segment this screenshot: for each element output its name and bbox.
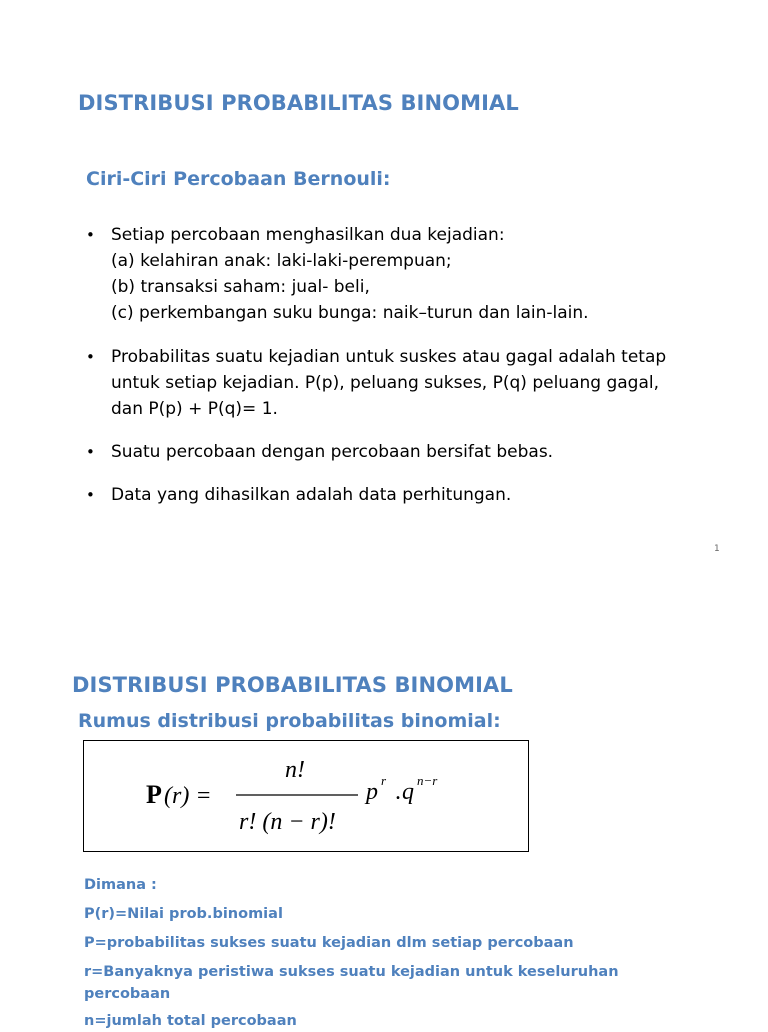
- bullet-line: Suatu percobaan dengan percobaan bersifat bebas.: [111, 442, 554, 462]
- bullet-icon: •: [86, 348, 95, 366]
- bullet-line: Data yang dihasilkan adalah data perhitungan.: [111, 485, 512, 505]
- bullet-line: Probabilitas suatu kejadian untuk suskes atau gagal adalah tetap: [111, 347, 667, 367]
- bullet-icon: •: [86, 486, 95, 504]
- formula-p-base: p: [366, 779, 378, 805]
- binomial-formula: [84, 741, 530, 853]
- bullet-text: [111, 482, 736, 508]
- formula-lhs-args: (r) =: [164, 783, 212, 809]
- page-number: 1: [714, 544, 720, 554]
- slide-title: DISTRIBUSI PROBABILITAS BINOMIAL: [72, 673, 513, 697]
- slide-title: DISTRIBUSI PROBABILITAS BINOMIAL: [78, 91, 519, 115]
- definition-heading: Dimana :: [84, 877, 157, 893]
- formula-numerator: n!: [285, 757, 305, 783]
- formula-box: [83, 740, 529, 852]
- bullet-line: (a) kelahiran anak: laki-laki-perempuan;: [111, 251, 452, 271]
- formula-dot: .: [395, 779, 401, 805]
- definition-item: r=Banyaknya peristiwa sukses suatu kejadian untuk keseluruhan: [84, 964, 619, 980]
- bullet-line: dan P(p) + P(q)= 1.: [111, 399, 278, 419]
- bullet-text: [111, 344, 736, 422]
- definition-item: P(r)=Nilai prob.binomial: [84, 906, 283, 922]
- slide-subtitle: Rumus distribusi probabilitas binomial:: [78, 710, 501, 732]
- bullet-text: [111, 222, 736, 326]
- formula-lhs-p: P: [146, 780, 162, 809]
- definition-item: P=probabilitas sukses suatu kejadian dlm setiap percobaan: [84, 935, 574, 951]
- bullet-icon: •: [86, 443, 95, 461]
- bullet-line: untuk setiap kejadian. P(p), peluang sukses, P(q) peluang gagal,: [111, 373, 660, 393]
- formula-denominator: r! (n − r)!: [239, 809, 336, 835]
- slide-2: [0, 590, 768, 1029]
- bullet-line: Setiap percobaan menghasilkan dua kejadian:: [111, 225, 505, 245]
- formula-p-exponent: r: [381, 773, 387, 788]
- formula-q-base: q: [402, 779, 414, 805]
- bullet-line: (b) transaksi saham: jual- beli,: [111, 277, 370, 297]
- definition-item: n=jumlah total percobaan: [84, 1013, 297, 1029]
- definition-item-continued: percobaan: [84, 986, 171, 1002]
- formula-q-exponent: n−r: [417, 773, 438, 788]
- bullet-text: [111, 439, 736, 465]
- bullet-line: (c) perkembangan suku bunga: naik–turun dan lain-lain.: [111, 303, 589, 323]
- bullet-icon: •: [86, 226, 95, 244]
- slide-subtitle: Ciri-Ciri Percobaan Bernouli:: [86, 168, 391, 190]
